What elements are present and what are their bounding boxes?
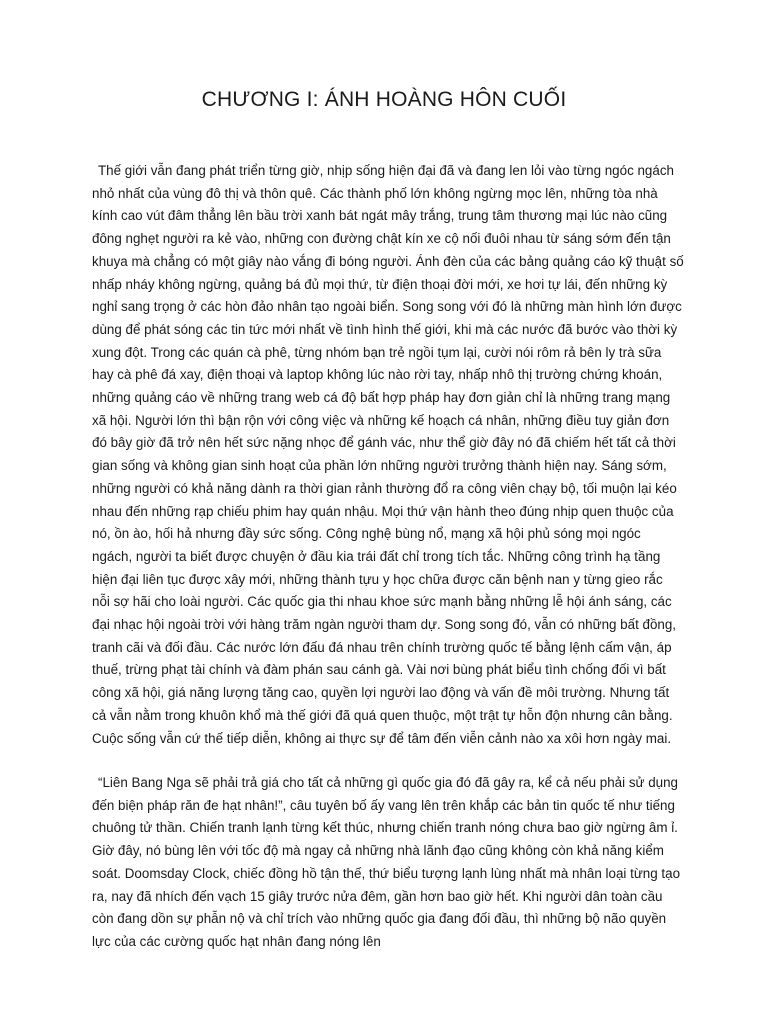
paragraph-1: Thế giới vẫn đang phát triển từng giờ, nhịp sống hiện đại đã và đang len lỏi vào từng ngóc ngách nhỏ nhất của vùng đô thị và thôn quê. Các thành phố lớn không ngừng mọc lên, những tòa nhà kính cao vút đâm thẳng lên bầu trời xanh bát ngát mây trắng, trung tâm thương mại lúc nào cũng đông nghẹt người ra kẻ vào, những con đường chật kín xe cộ nối đuôi nhau từ sáng sớm đến tận khuya mà chẳng có một giây nào vắng đi bóng người. Ánh đèn của các bảng quảng cáo kỹ thuật số nhấp nháy không ngừng, quảng bá đủ mọi thứ, từ điện thoại đời mới, xe hơi tự lái, đến những kỳ nghỉ sang trọng ở các hòn đảo nhân tạo ngoài biển. Song song với đó là những màn hình lớn được dùng để phát sóng các tin tức mới nhất về tình hình thế giới, khi mà các nước đã bước vào thời kỳ xung đột. Trong các quán cà phê, từng nhóm bạn trẻ ngồi tụm lại, cười nói rôm rả bên ly trà sữa hay cà phê đá xay, điện thoại và laptop không lúc nào rời tay, nhấp nhô thị trường chứng khoán, những quảng cáo về những trang web cá độ bất hợp pháp hay đơn giản chỉ là những trang mạng xã hội. Người lớn thì bận rộn với công việc và những kế hoạch cá nhân, những điều tuy giản đơn đó bây giờ đã trở nên hết sức nặng nhọc để gánh vác, như thể giờ đây nó đã chiếm hết tất cả thời gian sống và không gian sinh hoạt của phần lớn những người trưởng thành hiện nay. Sáng sớm, những người có khả năng dành ra thời gian rảnh thường đổ ra công viên chạy bộ, tối muộn lại kéo nhau đến những rạp chiếu phim hay quán nhậu. Mọi thứ vận hành theo đúng nhịp quen thuộc của nó, ồn ào, hối hả nhưng đầy sức sống. Công nghệ bùng nổ, mạng xã hội phủ sóng mọi ngóc ngách, người ta biết được chuyện ở đầu kia trái đất chỉ trong tích tắc. Những công trình hạ tầng hiện đại liên tục được xây mới, những thành tựu y học chữa được căn bệnh nan y từng gieo rắc nỗi sợ hãi cho loài người. Các quốc gia thi nhau khoe sức mạnh bằng những lễ hội ánh sáng, các đại nhạc hội ngoài trời với hàng trăm ngàn người tham dự. Song song đó, vẫn có những bất đồng, tranh cãi và đối đầu. Các nước lớn đấu đá nhau trên chính trường quốc tế bằng lệnh cấm vận, áp thuế, trừng phạt tài chính và đàm phán sau cánh gà. Vài nơi bùng phát biểu tình chống đối vì bất công xã hội, giá năng lượng tăng cao, quyền lợi người lao động và vấn đề môi trường. Nhưng tất cả vẫn nằm trong khuôn khổ mà thế giới đã quá quen thuộc, một trật tự hỗn độn nhưng cân bằng. Cuộc sống vẫn cứ thế tiếp diễn, không ai thực sự để tâm đến viễn cảnh nào xa xôi hơn ngày mai. — [92, 163, 684, 746]
paragraph-2: “Liên Bang Nga sẽ phải trả giá cho tất cả những gì quốc gia đó đã gây ra, kể cả nếu phải sử dụng đến biện pháp răn đe hạt nhân!”, câu tuyên bố ấy vang lên trên khắp các bản tin quốc tế như tiếng chuông tử thần. Chiến tranh lạnh từng kết thúc, nhưng chiến tranh nóng chưa bao giờ ngừng âm ỉ. Giờ đây, nó bùng lên với tốc độ mà ngay cả những nhà lãnh đạo cũng không còn khả năng kiểm soát. Doomsday Clock, chiếc đồng hồ tận thế, thứ biểu tượng lạnh lùng nhất mà nhân loại từng tạo ra, nay đã nhích đến vạch 15 giây trước nửa đêm, gần hơn bao giờ hết. Khi người dân toàn cầu còn đang dồn sự phẫn nộ và chỉ trích vào những quốc gia đang đối đầu, thì những bộ não quyền lực của các cường quốc hạt nhân đang nóng lên — [92, 775, 681, 949]
chapter-title: CHƯƠNG I: ÁNH HOÀNG HÔN CUỐI — [201, 88, 567, 111]
